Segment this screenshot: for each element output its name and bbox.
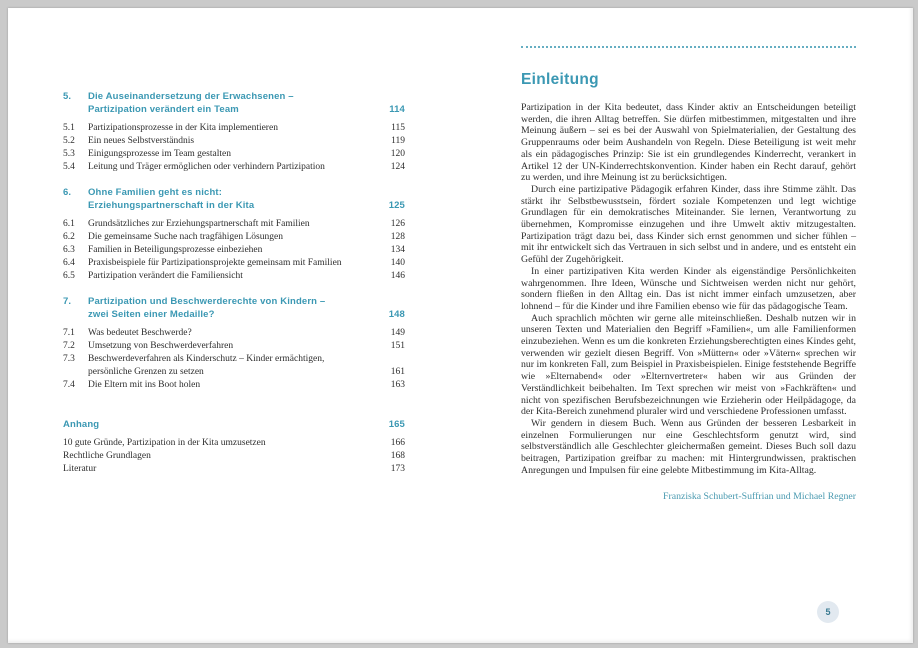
paragraph: Wir gendern in diesem Buch. Wenn aus Gründen der besseren Lesbarkeit in einzelnen Formulierungen nur eine Geschlechtsform genutzt wird, sind selbstverständlich alle Geschlechter gleichermaßen gemeint. Dieses Buch soll dazu beitragen, Partizipation greifbar zu machen: mit Hintergrundwissen, praktischen Anregungen und Impulsen für eine gelebte Mitbestimmung im Kita-Alltag. bbox=[521, 417, 856, 476]
introduction-column bbox=[521, 46, 856, 502]
toc-entry: Rechtliche Grundlagen 168 bbox=[63, 451, 405, 461]
toc-entry: 6.4 Praxisbeispiele für Partizipationsprojekte gemeinsam mit Familien 140 bbox=[63, 258, 405, 268]
toc-entry-text: Beschwerdeverfahren als Kinderschutz – Kinder ermächtigen, persönliche Grenzen zu setzen bbox=[88, 354, 325, 377]
toc-section-title: Partizipation und Beschwerderechte von Kindern – zwei Seiten einer Medaille? bbox=[88, 296, 326, 320]
toc-entry: 10 gute Gründe, Partizipation in der Kita umzusetzen 166 bbox=[63, 438, 405, 448]
toc-section-page: 125 bbox=[388, 200, 405, 211]
paragraph: Partizipation in der Kita bedeutet, dass Kinder aktiv an Entscheidungen beteiligt werden, die ihren Alltag betreffen. Sie dürfen mitbestimmen, mitgestalten und ihre Meinung äußern – sei es bei der Auswahl von Spielmaterialien, der Gestaltung des Gruppenraums oder beim Aushandeln von Regeln. Diese Beteiligung ist weit mehr als ein pädagogisches Prinzip: Sie ist ein grundlegendes Kinderrecht, verankert in Artikel 12 der UN-Kinderrechtskonvention. Kinder haben ein Recht darauf, gehört zu werden, und ihre Meinung ist zu berücksichtigen. bbox=[521, 102, 856, 184]
toc-section-title: Ohne Familien geht es nicht: Erziehungspartnerschaft in der Kita bbox=[88, 187, 255, 211]
toc-entry: 7.4 Die Eltern mit ins Boot holen 163 bbox=[63, 380, 405, 390]
paragraph: Durch eine partizipative Pädagogik erfahren Kinder, dass ihre Stimme zählt. Das stärkt ihr Selbstbewusstsein, fördert soziale Kompetenzen und legt wichtige Grundlagen für ein demokratisches Miteinander. Sie lernen, Verantwortung zu übernehmen, Kompromisse einzugehen und ihre Umwelt aktiv mitzugestalten. Partizipation trägt dazu bei, dass Kinder sich ernst genommen und sicher fühlen – mit ihr entwickelt sich das Vertrauen in sich selbst und in andere, und es entsteht ein Gefühl der Zugehörigkeit. bbox=[521, 183, 856, 266]
table-of-contents bbox=[63, 90, 405, 476]
toc-section-title: Die Auseinandersetzung der Erwachsenen – Partizipation verändert ein Team bbox=[88, 91, 294, 115]
toc-entry: 5.3 Einigungsprozesse im Team gestalten 120 bbox=[63, 149, 405, 159]
toc-entry: 7.2 Umsetzung von Beschwerdeverfahren 151 bbox=[63, 341, 405, 351]
toc-section-heading-6 bbox=[63, 186, 405, 212]
toc-entry: Literatur 173 bbox=[63, 464, 405, 474]
toc-appendix-heading: Anhang 165 bbox=[63, 419, 405, 430]
toc-entry: 6.5 Partizipation verändert die Familiensicht 146 bbox=[63, 271, 405, 281]
toc-section-heading-5 bbox=[63, 90, 405, 116]
page-number: 5 bbox=[825, 607, 831, 617]
toc-section-page: 114 bbox=[389, 104, 405, 115]
toc-entry: 5.2 Ein neues Selbstverständnis 119 bbox=[63, 136, 405, 146]
toc-section-number: 7. bbox=[63, 296, 72, 307]
paragraph: In einer partizipativen Kita werden Kinder als eigenständige Persönlichkeiten wahrgenommen. Ihre Ideen, Wünsche und Sichtweisen werden nicht nur gehört, sondern fließen in den Alltag ein. Das ist nicht immer einfach umzusetzen, aber lohnend – für die Kinder und ihre Familien ebenso wie für das pädagogische Team. bbox=[521, 265, 856, 312]
book-page-spread bbox=[8, 8, 913, 643]
toc-section-page: 148 bbox=[388, 309, 405, 320]
toc-section-number: 6. bbox=[63, 187, 72, 198]
toc-entry: 7.1 Was bedeutet Beschwerde? 149 bbox=[63, 328, 405, 338]
toc-entry: 6.1 Grundsätzliches zur Erziehungspartnerschaft mit Familien 126 bbox=[63, 219, 405, 229]
chapter-heading: Einleitung bbox=[521, 71, 599, 88]
toc-section-heading-7 bbox=[63, 295, 405, 321]
authors-signature: Franziska Schubert-Suffrian und Michael Regner bbox=[663, 490, 856, 502]
toc-entry: 6.2 Die gemeinsame Suche nach tragfähigen Lösungen 128 bbox=[63, 232, 405, 242]
toc-entry: 7.3 Beschwerdeverfahren als Kinderschutz – Kinder ermächtigen, persönliche Grenzen zu setzen 161 bbox=[63, 354, 405, 377]
paragraph: Auch sprachlich möchten wir gerne alle miteinschließen. Deshalb nutzen wir in unseren Texten und Materialien den Begriff »Familien«, um alle Familienformen einzubeziehen. Wenn es um die konkreten Erziehungsberechtigten eines Kindes geht, verwenden wir gezielt diesen Begriff. Von »Müttern« oder »Vätern« sprechen wir nur im konkreten Fall, zum Beispiel in Praxisbeispielen. Einige feststehende Begriffe wie »Elternabend« oder »Elternvertreter« haben wir aus Gründen der Verständlichkeit beibehalten. Im Text sprechen wir meist von »Fachkräften« und nicht von spezifischen Berufsbezeichnungen wie Erzieherin oder Heilpädagoge, da der Kita-Bereich zunehmend pluraler wird und verschiedene Professionen umfasst. bbox=[521, 312, 856, 418]
page-number-badge bbox=[817, 601, 839, 623]
toc-entry: 5.1 Partizipationsprozesse in der Kita implementieren 115 bbox=[63, 123, 405, 133]
toc-entry: 5.4 Leitung und Träger ermöglichen oder verhindern Partizipation 124 bbox=[63, 162, 405, 172]
dotted-rule bbox=[521, 46, 856, 48]
toc-entry: 6.3 Familien in Beteiligungsprozesse einbeziehen 134 bbox=[63, 245, 405, 255]
toc-section-number: 5. bbox=[63, 91, 72, 102]
